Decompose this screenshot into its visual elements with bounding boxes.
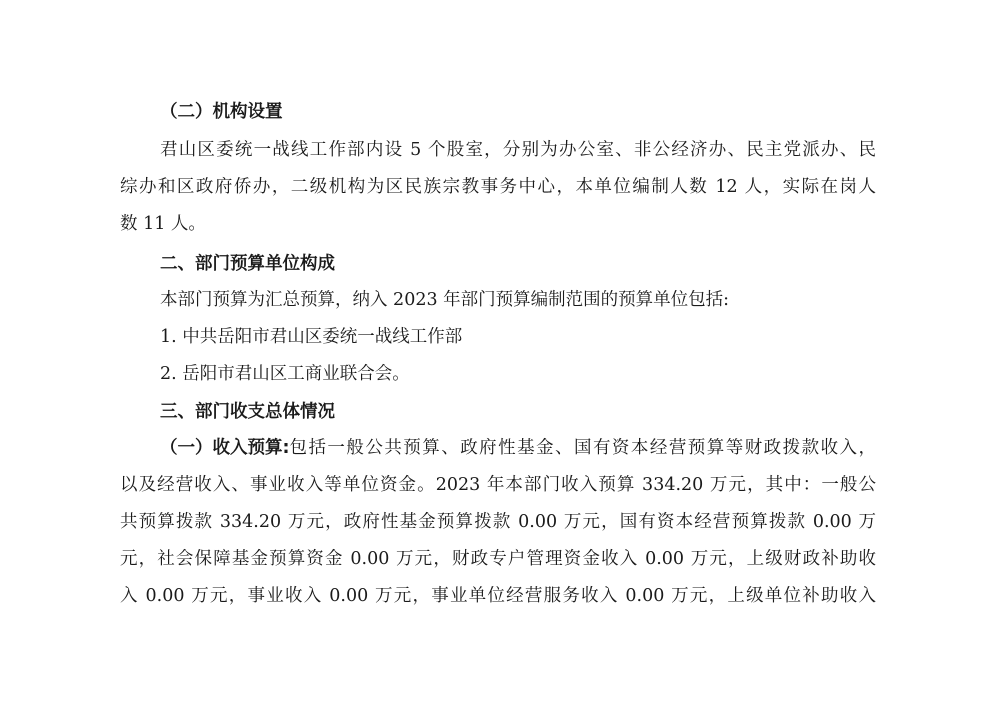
paragraph-line: 包括一般公共预算、政府性基金、国有资本经营预算等财政拨款收入， — [289, 438, 876, 458]
paragraph-line: 综办和区政府侨办，二级机构为区民族宗教事务中心，本单位编制人数 12 人，实际在岗人 — [120, 177, 877, 197]
paragraph-line: 元，社会保障基金预算资金 0.00 万元，财政专户管理资金收入 0.00 万元，上级财政补助收 — [120, 549, 876, 569]
section-heading-units: 二、部门预算单位构成 — [160, 254, 335, 274]
income-label: （一）收入预算: — [160, 438, 290, 458]
paragraph-line: 君山区委统一战线工作部内设 5 个股室，分别为办公室、非公经济办、民主党派办、民 — [160, 140, 876, 160]
paragraph-line: 入 0.00 万元，事业收入 0.00 万元，事业单位经营服务收入 0.00 万元，上级单位补助收入 — [120, 586, 876, 606]
paragraph-line: 以及经营收入、事业收入等单位资金。2023 年本部门收入预算 334.20 万元，其中：一般公 — [120, 475, 876, 495]
paragraph-line: 共预算拨款 334.20 万元，政府性基金预算拨款 0.00 万元，国有资本经营预算拨款 0.00 万 — [120, 512, 876, 532]
income-heading-line — [160, 436, 876, 460]
paragraph-line: 数 11 人。 — [120, 214, 206, 234]
paragraph-line: 本部门预算为汇总预算，纳入 2023 年部门预算编制范围的预算单位包括: — [160, 290, 730, 310]
section-heading-overview: 三、部门收支总体情况 — [160, 402, 335, 422]
section-heading-org: （二）机构设置 — [160, 102, 283, 122]
unit-list-item: 2. 岳阳市君山区工商业联合会。 — [160, 364, 410, 384]
unit-list-item: 1. 中共岳阳市君山区委统一战线工作部 — [160, 327, 463, 347]
